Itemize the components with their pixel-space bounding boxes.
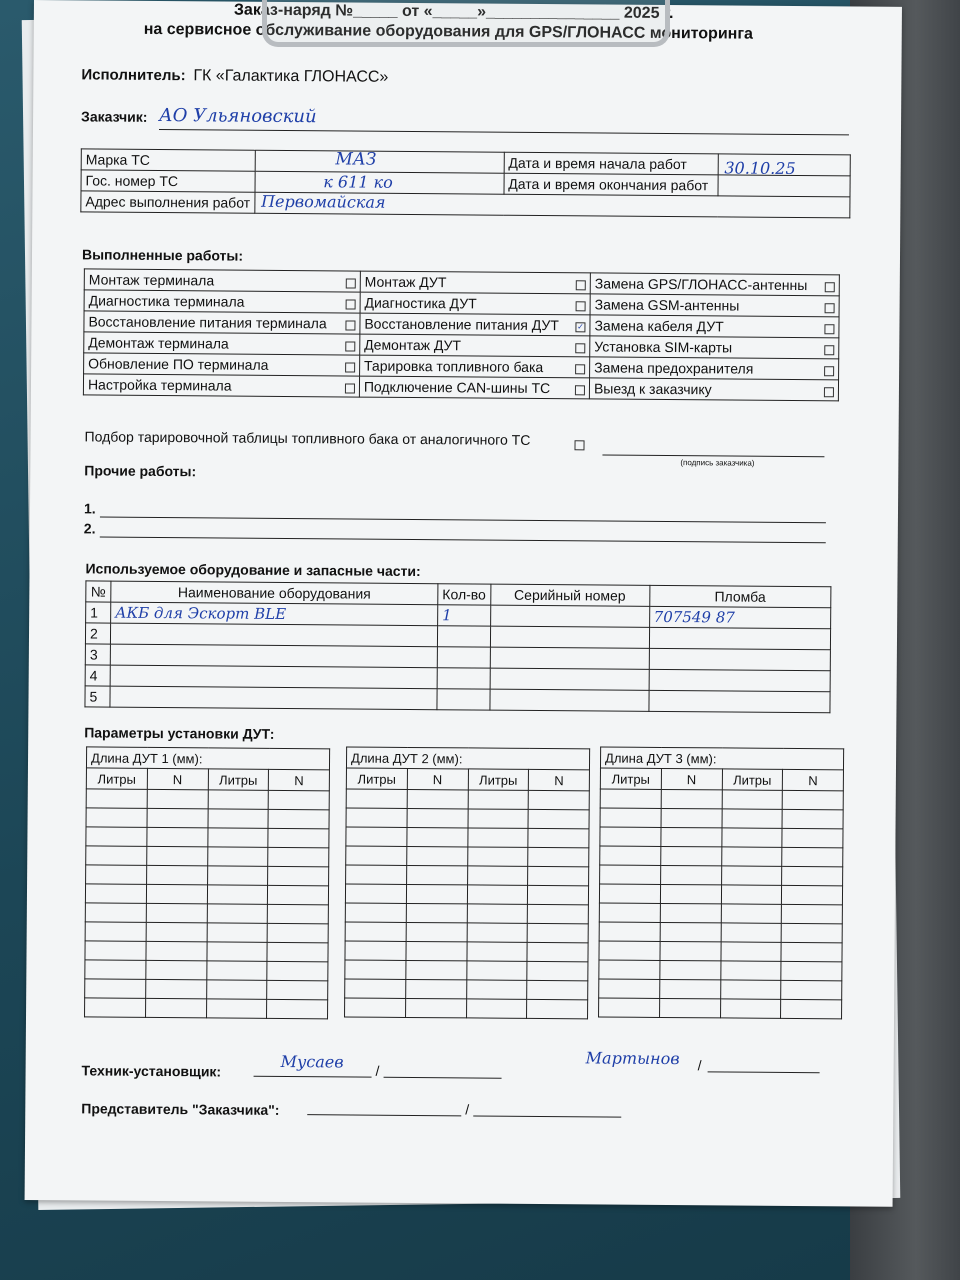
dut-cell[interactable] bbox=[466, 999, 527, 1018]
other-work-1-number: 1. bbox=[83, 500, 96, 517]
dut-cell[interactable] bbox=[206, 999, 267, 1018]
dut-cell[interactable] bbox=[782, 866, 843, 885]
dut-cell[interactable] bbox=[85, 979, 146, 998]
work-item: Демонтаж ДУТ bbox=[360, 334, 590, 357]
dut-cell[interactable] bbox=[405, 979, 466, 998]
dut-cell[interactable] bbox=[599, 998, 660, 1017]
dut-cell[interactable] bbox=[86, 865, 147, 884]
work-item: Монтаж ДУТ bbox=[360, 271, 590, 294]
dut-cell[interactable] bbox=[781, 942, 842, 961]
customer-rep-signature-line bbox=[307, 1114, 461, 1116]
dut-cell[interactable] bbox=[268, 866, 329, 885]
dut-cell[interactable] bbox=[721, 847, 782, 866]
checkbox[interactable] bbox=[575, 343, 585, 353]
dut-row bbox=[599, 922, 842, 943]
dut-row bbox=[346, 846, 589, 867]
table-row bbox=[85, 686, 830, 713]
dut-cell[interactable] bbox=[145, 979, 206, 998]
other-work-2-number: 2. bbox=[83, 520, 96, 537]
dut-cell[interactable] bbox=[406, 846, 467, 865]
dut-cell[interactable] bbox=[600, 808, 661, 827]
dut-cell[interactable] bbox=[660, 922, 721, 941]
dut-cell[interactable] bbox=[268, 790, 329, 809]
dut-row bbox=[345, 998, 588, 1019]
dut-cell[interactable] bbox=[146, 941, 207, 960]
dut-row bbox=[599, 941, 842, 962]
dut-cell[interactable] bbox=[86, 789, 147, 808]
dut-cell[interactable] bbox=[207, 923, 268, 942]
dut-cell[interactable] bbox=[147, 789, 208, 808]
col-header-name: Наименование оборудования bbox=[111, 581, 438, 605]
other-work-2-line bbox=[100, 537, 826, 544]
checkbox[interactable] bbox=[825, 282, 835, 292]
checkbox[interactable] bbox=[345, 320, 355, 330]
dut-cell[interactable] bbox=[660, 960, 721, 979]
customer-rep-label: Представитель "Заказчика": bbox=[81, 1100, 280, 1118]
dut-row bbox=[345, 941, 588, 962]
dut-cell[interactable] bbox=[466, 980, 527, 999]
other-work-1-line bbox=[100, 517, 826, 524]
dut-row bbox=[345, 979, 588, 1000]
dut-cell[interactable] bbox=[86, 827, 147, 846]
dut-cell[interactable] bbox=[345, 960, 406, 979]
dut-cell[interactable] bbox=[85, 922, 146, 941]
dut-cell[interactable] bbox=[147, 827, 208, 846]
dut-cell[interactable] bbox=[721, 904, 782, 923]
dut-row bbox=[85, 960, 328, 981]
dut-row bbox=[600, 846, 843, 867]
dut-cell[interactable] bbox=[466, 961, 527, 980]
dut-row bbox=[86, 827, 329, 848]
dut-row bbox=[85, 941, 328, 962]
dut-row bbox=[345, 922, 588, 943]
row-number: 5 bbox=[85, 686, 110, 707]
dut-cell[interactable] bbox=[145, 998, 206, 1017]
dut-table-1 bbox=[84, 746, 330, 1019]
dut-cell[interactable] bbox=[659, 998, 720, 1017]
dut-cell[interactable] bbox=[345, 979, 406, 998]
checkbox[interactable] bbox=[824, 366, 834, 376]
dut-col-header: Литры bbox=[600, 768, 661, 789]
work-order-sheet: Заказ-наряд №_____ от «_____»_______________ 2025 г. на сервисное обслуживание оборудования для GPS/ГЛОНАСС мониторинга Исполнитель: ГК «Галактика ГЛОНАСС» Заказчик: АО Ульяновский Марка ТС МАЗ Дата и время начала работ 30.10.25 Гос. номер ТС к 611 ко Дата и время окончания работ Адрес выполнения работ Первомайская Выполненные работы: Монтаж терминала Монтаж ДУТ Замена GPS/ГЛОНАСС-антенны Диагностика терминала Диагностика ДУТ Замена GSM-антенны Восстановление питания терминала Восстановление питания ДУТ ✓ Замена кабеля ДУТ Демонтаж терминала Демонтаж ДУТ Установка SIM-карты Обновление ПО терминала Тарировка топливного бака Замена предохранителя Настройка терминала Подключение CAN-шины ТС Выезд к заказчику Подбор тарировочной таблицы топливного бака от аналогичного ТС (подпись заказчика) Прочие работы: 1. 2. Используемое оборудование и запасные части: № Наименование оборудования Кол-во Серийный номер Пломба 1 АКБ для Эскорт ВLE 1 707549 87 2 3 4 5 Параметры установки ДУТ: Длина ДУТ 1 (мм): Литры N Литры N Длина ДУТ 2 (мм): Литры N Литры N Длина ДУТ 3 (мм): Литры N Литры N Техник-установщик: Мусаев / Мартынов / Представитель "Заказчика": / bbox=[25, 0, 902, 1207]
dut-row bbox=[600, 865, 843, 886]
dut-cell[interactable] bbox=[468, 790, 529, 809]
customer-rep-name-line bbox=[473, 1115, 621, 1117]
checkbox[interactable] bbox=[825, 303, 835, 313]
checkbox[interactable] bbox=[345, 383, 355, 393]
dut-cell[interactable] bbox=[208, 809, 269, 828]
dut-col-header: N bbox=[529, 769, 590, 790]
address-label: Адрес выполнения работ bbox=[81, 191, 255, 213]
technician-name: Мартынов bbox=[585, 1048, 680, 1069]
dut-cell[interactable] bbox=[207, 866, 268, 885]
dut-row bbox=[85, 979, 328, 1000]
second-name-line bbox=[708, 1071, 820, 1073]
technician-signature-line bbox=[254, 1076, 372, 1078]
executor-value: ГК «Галактика ГЛОНАСС» bbox=[193, 67, 389, 86]
dut-cell[interactable] bbox=[599, 884, 660, 903]
equipment-table bbox=[84, 580, 831, 713]
customer-label: Заказчик: bbox=[81, 108, 148, 125]
work-item: Диагностика терминала bbox=[84, 290, 360, 313]
dut-cell[interactable] bbox=[528, 866, 589, 885]
dut-cell[interactable] bbox=[660, 846, 721, 865]
dut-cell[interactable] bbox=[468, 809, 529, 828]
dut-cell[interactable] bbox=[599, 960, 660, 979]
dut-cell[interactable] bbox=[528, 885, 589, 904]
dut-cell[interactable] bbox=[467, 866, 528, 885]
dut-cell[interactable] bbox=[86, 846, 147, 865]
dut-cell[interactable] bbox=[781, 961, 842, 980]
technician-signature: Мусаев bbox=[280, 1051, 344, 1072]
work-item: Замена предохранителя bbox=[590, 357, 839, 380]
dut-cell[interactable] bbox=[85, 941, 146, 960]
dut-length-label: Длина ДУТ 3 (мм): bbox=[600, 747, 843, 770]
dut-cell[interactable] bbox=[782, 885, 843, 904]
dut-cell[interactable] bbox=[346, 808, 407, 827]
dut-cell[interactable] bbox=[206, 980, 267, 999]
dut-cell[interactable] bbox=[721, 866, 782, 885]
dut-col-header: Литры bbox=[346, 768, 407, 789]
dut-cell[interactable] bbox=[86, 808, 147, 827]
dut-cell[interactable] bbox=[207, 885, 268, 904]
work-item: Тарировка топливного бака bbox=[359, 355, 589, 378]
other-works-title: Прочие работы: bbox=[84, 462, 197, 480]
customer-handwritten: АО Ульяновский bbox=[159, 104, 317, 128]
checkbox[interactable] bbox=[576, 301, 586, 311]
dut-cell[interactable] bbox=[661, 789, 722, 808]
dut-cell[interactable] bbox=[406, 960, 467, 979]
checkbox[interactable] bbox=[824, 387, 834, 397]
dut-row bbox=[345, 884, 588, 905]
work-item: Диагностика ДУТ bbox=[360, 292, 590, 315]
col-header-serial: Серийный номер bbox=[490, 584, 649, 606]
dut-cell[interactable] bbox=[527, 980, 588, 999]
dut-cell[interactable] bbox=[268, 904, 329, 923]
address-value: Первомайская bbox=[261, 191, 386, 212]
dut-cell[interactable] bbox=[346, 865, 407, 884]
dut-cell[interactable] bbox=[599, 903, 660, 922]
work-item: Замена GSM-антенны bbox=[590, 294, 839, 317]
dut-cell[interactable] bbox=[206, 942, 267, 961]
dut-col-header: Литры bbox=[722, 769, 783, 790]
checkbox[interactable] bbox=[824, 345, 834, 355]
dut-cell[interactable] bbox=[782, 828, 843, 847]
dut-col-header: Литры bbox=[468, 769, 529, 790]
dut-cell[interactable] bbox=[782, 904, 843, 923]
dut-cell[interactable] bbox=[147, 808, 208, 827]
customer-signature-line bbox=[602, 454, 824, 457]
dut-row bbox=[346, 865, 589, 886]
dut-length-label: Длина ДУТ 1 (мм): bbox=[86, 747, 329, 770]
dut-cell[interactable] bbox=[720, 942, 781, 961]
dut-cell[interactable] bbox=[528, 828, 589, 847]
dut-cell[interactable] bbox=[721, 828, 782, 847]
dut-cell[interactable] bbox=[407, 808, 468, 827]
brand-value: МАЗ bbox=[335, 149, 377, 170]
signature-caption: (подпись заказчика) bbox=[680, 458, 755, 468]
dut-cell[interactable] bbox=[782, 809, 843, 828]
dut-cell[interactable] bbox=[146, 903, 207, 922]
dut-cell[interactable] bbox=[599, 941, 660, 960]
dut-cell[interactable] bbox=[781, 923, 842, 942]
checkbox[interactable] bbox=[575, 385, 585, 395]
dut-col-header: N bbox=[407, 768, 468, 789]
dut-cell[interactable] bbox=[146, 865, 207, 884]
dut-cell[interactable] bbox=[207, 904, 268, 923]
dut-cell[interactable] bbox=[268, 885, 329, 904]
checkbox[interactable] bbox=[575, 364, 585, 374]
executor-label: Исполнитель: bbox=[81, 66, 186, 85]
dut-cell[interactable] bbox=[527, 942, 588, 961]
row-number: 1 bbox=[86, 602, 111, 623]
customer-underline bbox=[159, 129, 849, 135]
dut-row bbox=[600, 827, 843, 848]
dut-row bbox=[86, 789, 329, 810]
dut-row bbox=[85, 998, 328, 1019]
row-name: АКБ для Эскорт ВLE bbox=[111, 602, 438, 626]
dut-cell[interactable] bbox=[467, 885, 528, 904]
equipment-title: Используемое оборудование и запасные части: bbox=[85, 560, 421, 580]
work-item: Замена GPS/ГЛОНАСС-антенны bbox=[590, 273, 839, 296]
dut-cell[interactable] bbox=[661, 827, 722, 846]
dut-table-2 bbox=[344, 746, 590, 1019]
work-item: Выезд к заказчику bbox=[589, 378, 838, 401]
dut-row bbox=[600, 789, 843, 810]
dut-row bbox=[86, 846, 329, 867]
dut-row bbox=[85, 884, 328, 905]
dut-cell[interactable] bbox=[206, 961, 267, 980]
work-item: Монтаж терминала bbox=[84, 269, 360, 292]
dut-cell[interactable] bbox=[406, 884, 467, 903]
dut-cell[interactable] bbox=[722, 790, 783, 809]
dut-cell[interactable] bbox=[528, 904, 589, 923]
work-item: Восстановление питания ДУТ ✓ bbox=[360, 313, 590, 336]
dut-cell[interactable] bbox=[720, 980, 781, 999]
dut-col-header: N bbox=[147, 768, 208, 789]
dut-row bbox=[599, 960, 842, 981]
row-serial bbox=[490, 605, 649, 627]
dut-cell[interactable] bbox=[527, 961, 588, 980]
dut-col-header: N bbox=[269, 769, 330, 790]
dut-cell[interactable] bbox=[720, 961, 781, 980]
dut-cell[interactable] bbox=[721, 885, 782, 904]
row-seal: 707549 87 bbox=[649, 606, 831, 628]
dut-cell[interactable] bbox=[466, 942, 527, 961]
dut-cell[interactable] bbox=[660, 903, 721, 922]
col-header-number: № bbox=[86, 581, 111, 602]
checkbox[interactable] bbox=[345, 299, 355, 309]
dut-cell[interactable] bbox=[407, 789, 468, 808]
dut-cell[interactable] bbox=[467, 847, 528, 866]
dut-cell[interactable] bbox=[660, 941, 721, 960]
checkbox[interactable] bbox=[574, 440, 584, 450]
dut-row bbox=[599, 884, 842, 905]
dut-cell[interactable] bbox=[782, 790, 843, 809]
dut-cell[interactable] bbox=[406, 941, 467, 960]
work-item: Замена кабеля ДУТ bbox=[590, 315, 839, 338]
plate-value: к 611 ко bbox=[323, 172, 393, 192]
dut-cell[interactable] bbox=[345, 922, 406, 941]
dut-row bbox=[345, 960, 588, 981]
dut-title: Параметры установки ДУТ: bbox=[84, 724, 275, 742]
dut-cell[interactable] bbox=[528, 847, 589, 866]
checkbox[interactable] bbox=[346, 278, 356, 288]
plate-label: Гос. номер ТС bbox=[81, 170, 255, 192]
dut-row bbox=[86, 865, 329, 886]
dut-cell[interactable] bbox=[208, 790, 269, 809]
dut-cell[interactable] bbox=[346, 789, 407, 808]
dut-table-3 bbox=[598, 746, 844, 1019]
dut-cell[interactable] bbox=[527, 923, 588, 942]
dut-col-header: Литры bbox=[208, 769, 269, 790]
dut-row bbox=[85, 922, 328, 943]
dut-col-header: Литры bbox=[86, 768, 147, 789]
dut-cell[interactable] bbox=[721, 923, 782, 942]
dut-cell[interactable] bbox=[146, 922, 207, 941]
start-value: 30.10.25 bbox=[724, 158, 796, 178]
dut-cell[interactable] bbox=[528, 790, 589, 809]
dut-cell[interactable] bbox=[781, 980, 842, 999]
work-item: Подключение CAN-шины ТС bbox=[359, 376, 589, 399]
dut-cell[interactable] bbox=[207, 847, 268, 866]
dut-cell[interactable] bbox=[85, 903, 146, 922]
dut-cell[interactable] bbox=[267, 999, 328, 1018]
dut-col-header: N bbox=[661, 768, 722, 789]
dut-cell[interactable] bbox=[722, 809, 783, 828]
dut-cell[interactable] bbox=[782, 847, 843, 866]
dut-cell[interactable] bbox=[268, 809, 329, 828]
checkbox[interactable] bbox=[824, 324, 834, 334]
dut-cell[interactable] bbox=[406, 865, 467, 884]
dut-cell[interactable] bbox=[146, 960, 207, 979]
dut-row bbox=[599, 903, 842, 924]
dut-cell[interactable] bbox=[467, 923, 528, 942]
dut-cell[interactable] bbox=[528, 809, 589, 828]
row-number: 4 bbox=[85, 665, 110, 686]
dut-cell[interactable] bbox=[146, 884, 207, 903]
dut-cell[interactable] bbox=[267, 923, 328, 942]
header-line1: Заказ-наряд №_____ от «_____»_______________ 2025 г. bbox=[233, 1, 674, 23]
dut-cell[interactable] bbox=[146, 846, 207, 865]
dut-cell[interactable] bbox=[599, 979, 660, 998]
work-item: Демонтаж терминала bbox=[84, 332, 360, 355]
dut-cell[interactable] bbox=[345, 903, 406, 922]
row-number: 2 bbox=[85, 623, 110, 644]
technician-name-line bbox=[384, 1077, 502, 1079]
dut-cell[interactable] bbox=[85, 998, 146, 1017]
dut-row bbox=[599, 998, 842, 1019]
dut-cell[interactable] bbox=[659, 979, 720, 998]
row-number: 3 bbox=[85, 644, 110, 665]
dut-row bbox=[346, 808, 589, 829]
dut-cell[interactable] bbox=[345, 998, 406, 1017]
clipboard-clip bbox=[262, 0, 670, 47]
dut-cell[interactable] bbox=[406, 922, 467, 941]
work-item: Установка SIM-карты bbox=[590, 336, 839, 359]
dut-cell[interactable] bbox=[267, 942, 328, 961]
dut-cell[interactable] bbox=[600, 846, 661, 865]
dut-col-header: N bbox=[783, 769, 844, 790]
dut-cell[interactable] bbox=[660, 865, 721, 884]
dut-cell[interactable] bbox=[660, 884, 721, 903]
dut-cell[interactable] bbox=[599, 922, 660, 941]
dut-cell[interactable] bbox=[527, 999, 588, 1018]
dut-row bbox=[345, 903, 588, 924]
dut-cell[interactable] bbox=[661, 808, 722, 827]
extra-work-label: Подбор тарировочной таблицы топливного бака от аналогичного ТС bbox=[84, 428, 531, 448]
start-label: Дата и время начала работ bbox=[504, 152, 718, 175]
dut-row bbox=[346, 789, 589, 810]
works-table bbox=[83, 268, 840, 401]
checkbox[interactable] bbox=[345, 341, 355, 351]
col-header-qty: Кол-во bbox=[438, 584, 491, 605]
dut-cell[interactable] bbox=[85, 884, 146, 903]
dut-cell[interactable] bbox=[600, 865, 661, 884]
dut-cell[interactable] bbox=[268, 847, 329, 866]
technician-label: Техник-установщик: bbox=[81, 1062, 222, 1080]
dut-cell[interactable] bbox=[268, 828, 329, 847]
dut-cell[interactable] bbox=[345, 884, 406, 903]
checkbox-checked[interactable]: ✓ bbox=[577, 322, 584, 332]
dut-cell[interactable] bbox=[720, 999, 781, 1018]
dut-length-label: Длина ДУТ 2 (мм): bbox=[346, 747, 589, 770]
work-item: Восстановление питания терминала bbox=[84, 311, 360, 334]
dut-cell[interactable] bbox=[407, 827, 468, 846]
end-label: Дата и время окончания работ bbox=[504, 173, 718, 196]
dut-cell[interactable] bbox=[207, 828, 268, 847]
checkbox[interactable] bbox=[345, 362, 355, 372]
dut-cell[interactable] bbox=[346, 846, 407, 865]
dut-row bbox=[600, 808, 843, 829]
dut-cell[interactable] bbox=[345, 941, 406, 960]
dut-cell[interactable] bbox=[781, 999, 842, 1018]
work-item: Настройка терминала bbox=[83, 374, 359, 397]
dut-cell[interactable] bbox=[267, 980, 328, 999]
dut-cell[interactable] bbox=[267, 961, 328, 980]
brand-label: Марка ТС bbox=[81, 149, 255, 171]
dut-cell[interactable] bbox=[600, 827, 661, 846]
dut-row bbox=[599, 979, 842, 1000]
dut-row bbox=[85, 903, 328, 924]
work-item: Обновление ПО терминала bbox=[84, 353, 360, 376]
works-title: Выполненные работы: bbox=[81, 246, 244, 264]
dut-row bbox=[346, 827, 589, 848]
col-header-seal: Пломба bbox=[649, 585, 831, 607]
dut-cell[interactable] bbox=[85, 960, 146, 979]
dut-cell[interactable] bbox=[405, 998, 466, 1017]
dut-cell[interactable] bbox=[346, 827, 407, 846]
row-qty: 1 bbox=[438, 605, 491, 626]
dut-cell[interactable] bbox=[600, 789, 661, 808]
dut-row bbox=[86, 808, 329, 829]
dut-cell[interactable] bbox=[406, 903, 467, 922]
dut-cell[interactable] bbox=[467, 828, 528, 847]
header-line2: на сервисное обслуживание оборудования для GPS/ГЛОНАСС мониторинга bbox=[143, 20, 753, 43]
vehicle-table bbox=[80, 148, 850, 218]
dut-cell[interactable] bbox=[467, 904, 528, 923]
checkbox[interactable] bbox=[576, 280, 586, 290]
